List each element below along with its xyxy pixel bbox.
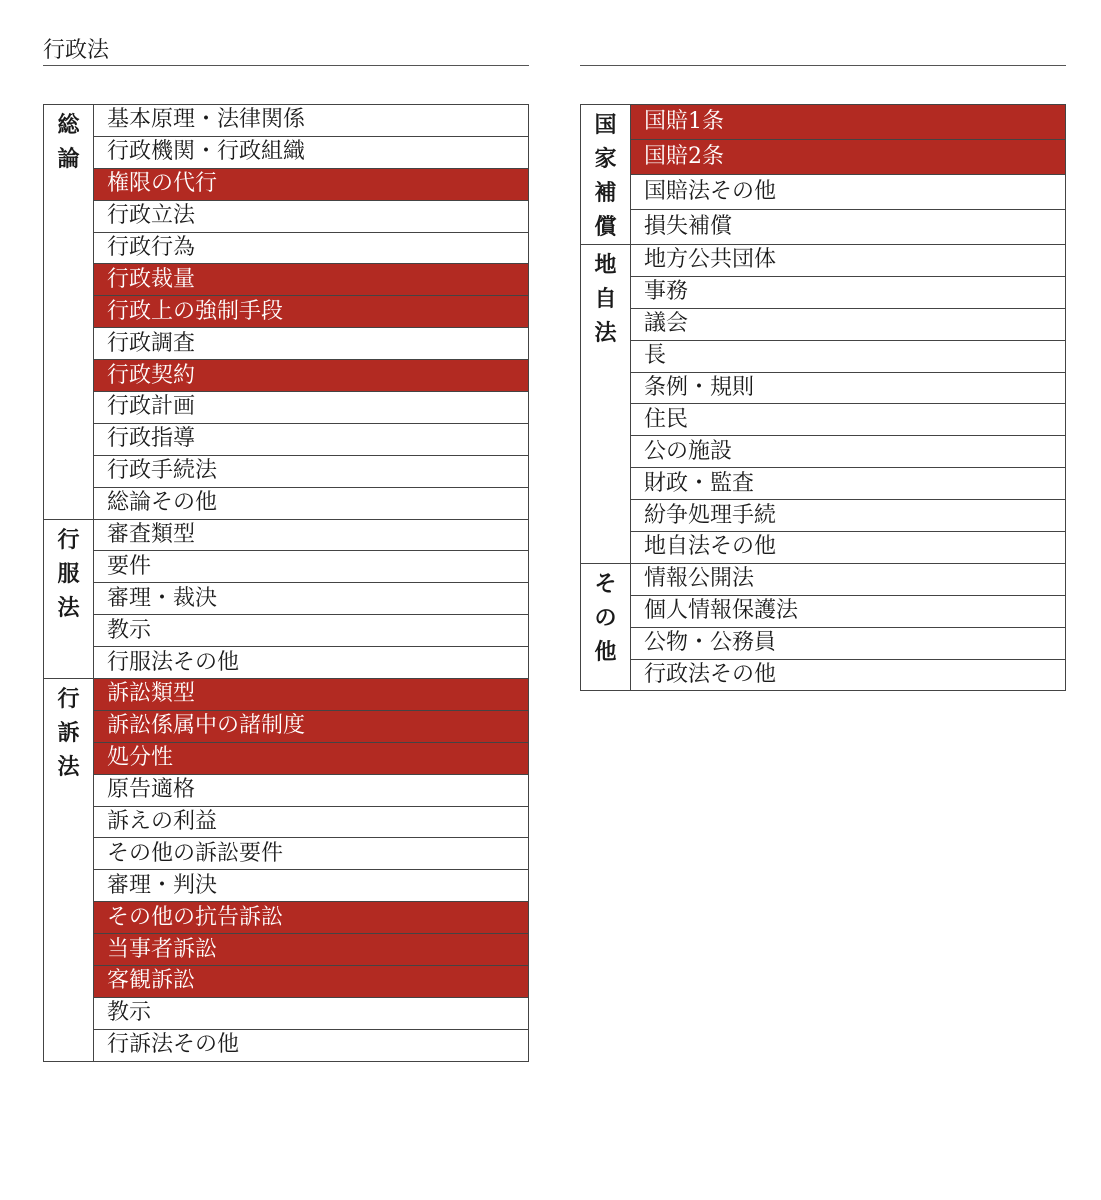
topic-cell: 行政手続法 <box>94 455 529 487</box>
table-row <box>581 276 1066 308</box>
table-row <box>581 105 1066 140</box>
right-header-line <box>580 65 1066 66</box>
topic-cell: 訴えの利益 <box>94 806 529 838</box>
table-row <box>44 392 529 424</box>
category-label: 行 訴 法 <box>44 679 94 1062</box>
highlighted-topic-cell: 客観訴訟 <box>94 966 529 998</box>
table-row <box>44 679 529 711</box>
category-label: 国 家 補 償 <box>581 105 631 245</box>
topic-cell: 行政計画 <box>94 392 529 424</box>
topic-cell: 地方公共団体 <box>631 245 1066 277</box>
topic-cell: その他の訴訟要件 <box>94 838 529 870</box>
topic-cell: 行政法その他 <box>631 659 1066 691</box>
highlighted-topic-cell: 当事者訴訟 <box>94 934 529 966</box>
topic-cell: 個人情報保護法 <box>631 595 1066 627</box>
table-row <box>581 372 1066 404</box>
highlighted-topic-cell: 処分性 <box>94 742 529 774</box>
table-row <box>44 168 529 200</box>
topic-cell: 損失補償 <box>631 210 1066 245</box>
highlighted-topic-cell: 行政裁量 <box>94 264 529 296</box>
table-row <box>44 583 529 615</box>
table-row <box>581 659 1066 691</box>
left-topic-table <box>43 104 529 1062</box>
table-row <box>581 245 1066 277</box>
table-row <box>44 551 529 583</box>
table-row <box>44 742 529 774</box>
topic-cell: 原告適格 <box>94 774 529 806</box>
highlighted-topic-cell: その他の抗告訴訟 <box>94 902 529 934</box>
topic-cell: 行政調査 <box>94 328 529 360</box>
table-row <box>44 136 529 168</box>
topic-cell: 長 <box>631 340 1066 372</box>
table-row <box>44 232 529 264</box>
table-row <box>44 806 529 838</box>
topic-cell: 条例・規則 <box>631 372 1066 404</box>
table-row <box>581 627 1066 659</box>
table-row <box>44 328 529 360</box>
topic-cell: 審理・判決 <box>94 870 529 902</box>
table-row <box>581 175 1066 210</box>
table-row <box>581 563 1066 595</box>
highlighted-topic-cell: 訴訟類型 <box>94 679 529 711</box>
topic-cell: 行政立法 <box>94 200 529 232</box>
topic-cell: 地自法その他 <box>631 532 1066 564</box>
highlighted-topic-cell: 行政上の強制手段 <box>94 296 529 328</box>
topic-cell: 住民 <box>631 404 1066 436</box>
highlighted-topic-cell: 国賠2条 <box>631 140 1066 175</box>
table-row <box>44 934 529 966</box>
topic-cell: 基本原理・法律関係 <box>94 105 529 137</box>
table-row <box>581 340 1066 372</box>
table-row <box>44 296 529 328</box>
table-row <box>581 468 1066 500</box>
highlighted-topic-cell: 権限の代行 <box>94 168 529 200</box>
table-row <box>44 870 529 902</box>
table-row <box>581 308 1066 340</box>
table-row <box>44 647 529 679</box>
topic-cell: 行服法その他 <box>94 647 529 679</box>
table-row <box>581 140 1066 175</box>
topic-cell: 教示 <box>94 615 529 647</box>
topic-cell: 財政・監査 <box>631 468 1066 500</box>
table-row <box>581 532 1066 564</box>
title-underline <box>43 65 529 66</box>
table-row <box>44 360 529 392</box>
category-label: 地 自 法 <box>581 245 631 564</box>
page-title: 行政法 <box>43 38 110 63</box>
topic-cell: 公の施設 <box>631 436 1066 468</box>
right-topic-table <box>580 104 1066 691</box>
topic-cell: 行政指導 <box>94 423 529 455</box>
table-row <box>44 264 529 296</box>
table-row <box>581 595 1066 627</box>
table-row <box>44 1029 529 1061</box>
table-row <box>44 105 529 137</box>
table-row <box>44 519 529 551</box>
table-row <box>44 487 529 519</box>
table-row <box>581 500 1066 532</box>
table-row <box>44 838 529 870</box>
topic-cell: 総論その他 <box>94 487 529 519</box>
highlighted-topic-cell: 行政契約 <box>94 360 529 392</box>
table-row <box>44 774 529 806</box>
table-row <box>581 210 1066 245</box>
highlighted-topic-cell: 訴訟係属中の諸制度 <box>94 710 529 742</box>
table-row <box>44 423 529 455</box>
table-row <box>44 966 529 998</box>
topic-cell: 情報公開法 <box>631 563 1066 595</box>
table-row <box>44 710 529 742</box>
highlighted-topic-cell: 国賠1条 <box>631 105 1066 140</box>
category-label: 総 論 <box>44 105 94 520</box>
topic-cell: 行政行為 <box>94 232 529 264</box>
topic-cell: 教示 <box>94 997 529 1029</box>
topic-cell: 紛争処理手続 <box>631 500 1066 532</box>
table-row <box>581 436 1066 468</box>
table-row <box>581 404 1066 436</box>
topic-cell: 事務 <box>631 276 1066 308</box>
table-row <box>44 997 529 1029</box>
topic-cell: 行政機関・行政組織 <box>94 136 529 168</box>
category-label: そ の 他 <box>581 563 631 691</box>
topic-cell: 審理・裁決 <box>94 583 529 615</box>
topic-cell: 国賠法その他 <box>631 175 1066 210</box>
table-row <box>44 455 529 487</box>
topic-cell: 公物・公務員 <box>631 627 1066 659</box>
topic-cell: 要件 <box>94 551 529 583</box>
table-row <box>44 615 529 647</box>
table-row <box>44 902 529 934</box>
topic-cell: 行訴法その他 <box>94 1029 529 1061</box>
category-label: 行 服 法 <box>44 519 94 678</box>
topic-cell: 審査類型 <box>94 519 529 551</box>
topic-cell: 議会 <box>631 308 1066 340</box>
table-row <box>44 200 529 232</box>
